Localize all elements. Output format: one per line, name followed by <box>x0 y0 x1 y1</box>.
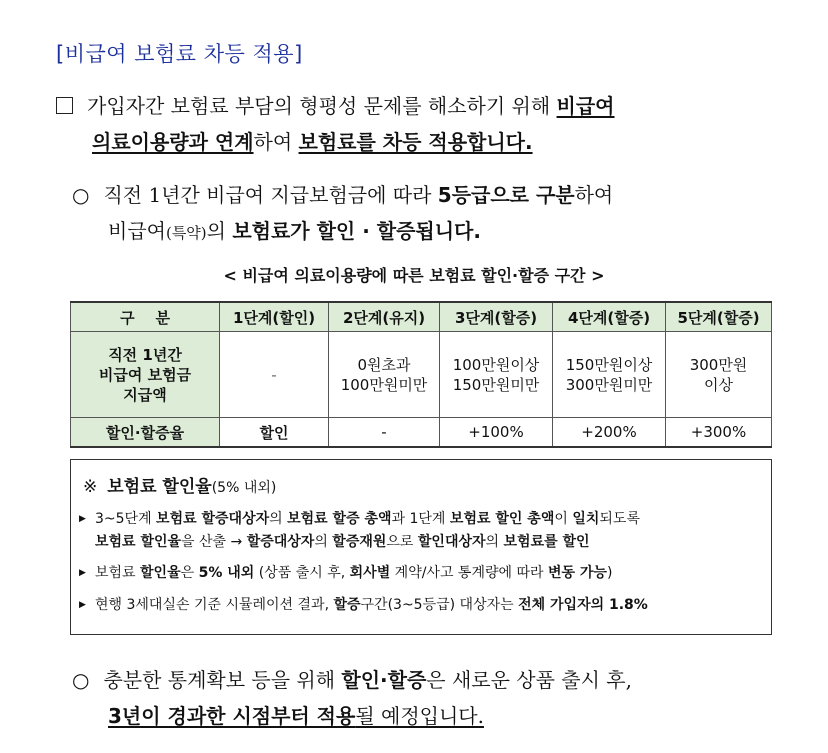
row-label-rate: 할인·할증율 <box>71 418 220 448</box>
p1-text-1: 가입자간 보험료 부담의 형평성 문제를 해소하기 위해 <box>87 94 551 118</box>
checkbox-bullet-icon <box>56 97 73 114</box>
premium-grade-table <box>70 301 772 448</box>
p1-text-2: 하여 <box>253 130 293 154</box>
paragraph-five-grades <box>72 177 787 251</box>
paragraph-premium-differential <box>56 88 786 160</box>
header-cell-grade-1: 1단계(할인) <box>220 302 329 332</box>
triangle-bullet-icon: ▶ <box>79 600 86 610</box>
header-cell-category: 구 분 <box>71 302 220 332</box>
cell-grade-5-rate: +300% <box>666 418 772 448</box>
triangle-bullet-icon: ▶ <box>79 514 86 524</box>
p2-emphasis-1: 5등급으로 구분 <box>437 183 575 207</box>
table-row-rate <box>71 418 772 448</box>
p1-emphasis-3: 보험료를 차등 적용합니다. <box>298 130 533 154</box>
p2-emphasis-2: 보험료가 할인 · 할증됩니다. <box>232 219 481 243</box>
cell-grade-4-rate: +200% <box>553 418 666 448</box>
cell-grade-1-rate: 할인 <box>220 418 329 448</box>
p2-text-4: (특약) <box>165 224 207 242</box>
header-cell-grade-4: 4단계(할증) <box>553 302 666 332</box>
p4-text-1: 충분한 통계확보 등을 위해 <box>103 668 336 692</box>
row-label-claims: 직전 1년간 비급여 보험금 지급액 <box>71 332 220 418</box>
header-cell-grade-5: 5단계(할증) <box>666 302 772 332</box>
triangle-bullet-icon: ▶ <box>79 568 86 578</box>
cell-grade-5-claims: 300만원 이상 <box>666 332 772 418</box>
cell-grade-4-claims: 150만원이상 300만원미만 <box>553 332 666 418</box>
header-cell-grade-3: 3단계(할증) <box>440 302 553 332</box>
section-heading: [비급여 보험료 차등 적용] <box>56 42 303 66</box>
reference-mark-icon: ※ <box>83 477 98 497</box>
p2-text-3: 비급여 <box>108 219 166 243</box>
p4-text-2: 은 새로운 상품 출시 후, <box>426 668 632 692</box>
cell-grade-2-claims: 0원초과 100만원미만 <box>329 332 440 418</box>
p2-text-2: 하여 <box>574 183 614 207</box>
p1-emphasis-1: 비급여 <box>556 94 615 118</box>
cell-grade-1-claims: - <box>220 332 329 418</box>
p4-emphasis-1: 할인·할증 <box>341 668 427 692</box>
p2-text-1: 직전 1년간 비급여 지급보험금에 따라 <box>103 183 432 207</box>
cell-grade-3-claims: 100만원이상 150만원미만 <box>440 332 553 418</box>
table-title: < 비급여 의료이용량에 따른 보험료 할인·할증 구간 > <box>223 266 605 285</box>
note-title: ※ 보험료 할인율(5% 내외) <box>83 477 277 497</box>
table-row-claims <box>71 332 772 418</box>
note-item-1: ▶ 3~5단계 보험료 할증대상자의 보험료 할증 총액과 1단계 보험료 할인 총액이 일치되도록 보험료 할인율을 산출 → 할증대상자의 할증재원으로 할인대상자의 보험료를 할인 <box>79 508 763 554</box>
note-item-3: ▶ 현행 3세대실손 기준 시뮬레이션 결과, 할증구간(3~5등급) 대상자는 전체 가입자의 1.8% <box>79 594 763 617</box>
cell-grade-2-rate: - <box>329 418 440 448</box>
circle-bullet-icon: ○ <box>72 668 90 692</box>
table-header-row <box>71 302 772 332</box>
cell-grade-3-rate: +100% <box>440 418 553 448</box>
discount-rate-note-box <box>70 459 772 635</box>
p2-text-5: 의 <box>206 219 226 243</box>
note-item-2: ▶ 보험료 할인율은 5% 내외 (상품 출시 후, 회사별 계약/사고 통계량에 따라 변동 가능) <box>79 562 763 585</box>
header-cell-grade-2: 2단계(유지) <box>329 302 440 332</box>
p1-emphasis-2: 의료이용량과 연계 <box>92 130 254 154</box>
circle-bullet-icon: ○ <box>72 183 90 207</box>
paragraph-application-timing <box>72 662 787 734</box>
p4-emphasis-2: 3년이 경과한 시점부터 적용 <box>108 704 356 728</box>
p4-text-3: 될 예정입니다. <box>355 704 484 728</box>
